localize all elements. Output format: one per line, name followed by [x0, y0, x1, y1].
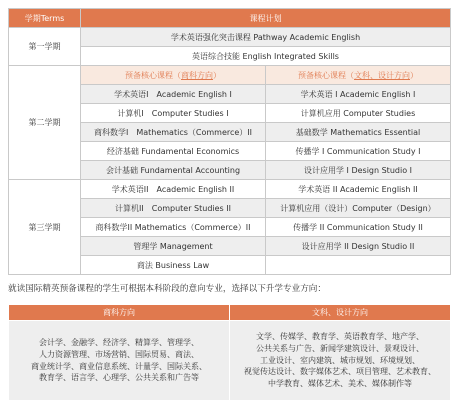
table-header-row	[9, 9, 451, 28]
majors-line: 视觉传达设计、数字媒体艺术、项目管理、艺术教育、	[244, 367, 436, 377]
directions-table	[8, 304, 451, 401]
subheader-prefix: 预备核心课程（	[125, 70, 181, 80]
course-cell: 计算机I Computer Studies I	[81, 104, 266, 123]
course-cell: 基础数学 Mathematics Essential	[266, 123, 451, 142]
majors-line: 公共关系与广告、新闻学建筑设计、景观设计、	[256, 343, 424, 353]
majors-line: 会计学、金融学、经济学、精算学、管理学、	[39, 337, 199, 347]
course-cell: 商科数学I Mathematics（Commerce）II	[81, 123, 266, 142]
course-cell: 学术英语 I Academic English I	[266, 85, 451, 104]
majors-line: 商业统计学、商业信息系统、计量学、国际关系、	[31, 361, 207, 371]
subheader-row	[9, 66, 451, 85]
business-majors-cell	[9, 321, 230, 401]
course-cell: 设计应用学 II Design Studio II	[266, 237, 451, 256]
course-plan-table	[8, 8, 451, 275]
terms-header: 学期Terms	[9, 9, 81, 28]
majors-line: 文学、传媒学、教育学、英语教育学、地产学、	[256, 332, 424, 341]
subheader-prefix: 预备核心课程（	[298, 70, 354, 80]
course-cell: 管理学 Management	[81, 237, 266, 256]
subheader-track: 商科方向	[181, 70, 213, 80]
course-cell: 计算机应用 Computer Studies	[266, 104, 451, 123]
course-cell: 传播学 I Communication Study I	[266, 142, 451, 161]
intro-sentence: 就读国际精英预备课程的学生可根据本科阶段的意向专业，选择以下升学专业方向：	[8, 284, 326, 294]
arts-majors-cell	[230, 321, 451, 401]
course-cell: 学术英语II Academic English II	[81, 180, 266, 199]
course-cell: 会计基础 Fundamental Accounting	[81, 161, 266, 180]
course-cell: 传播学 II Communication Study II	[266, 218, 451, 237]
directions-body-row	[9, 321, 451, 401]
majors-line: 工业设计、室内建筑、城市规划、环境规划、	[260, 355, 420, 365]
business-track-subheader	[81, 66, 266, 85]
term-label: 第二学期	[9, 66, 81, 180]
course-cell: 学术英语 II Academic English II	[266, 180, 451, 199]
course-cell: 经济基础 Fundamental Economics	[81, 142, 266, 161]
course-cell: 英语综合技能 English Integrated Skills	[81, 47, 451, 66]
subheader-suffix: ）	[410, 70, 418, 80]
table-row	[9, 180, 451, 199]
subheader-suffix: ）	[213, 70, 221, 80]
term-label: 第三学期	[9, 180, 81, 275]
term-label: 第一学期	[9, 28, 81, 66]
majors-line: 中学教育、媒体艺术、美术、媒体制作等	[268, 379, 412, 389]
course-cell: 设计应用学 I Design Studio I	[266, 161, 451, 180]
directions-header-row	[9, 305, 451, 321]
course-cell: 学术英语I Academic English I	[81, 85, 266, 104]
majors-line: 人力资源管理、市场营销、国际贸易、商法、	[39, 349, 199, 359]
arts-track-subheader	[266, 66, 451, 85]
arts-direction-title: 文科、设计方向	[230, 305, 451, 321]
course-cell: 商法 Business Law	[81, 256, 266, 275]
subheader-track: 文科、设计方向	[354, 70, 410, 80]
majors-line: 教育学、语言学、心理学、公共关系和广告等	[39, 373, 199, 383]
course-cell: 学术英语强化突击课程 Pathway Academic English	[81, 28, 451, 47]
plan-header: 课程计划	[81, 9, 451, 28]
course-cell: 计算机应用（设计）Computer（Design）	[266, 199, 451, 218]
course-cell	[266, 256, 451, 275]
course-cell: 商科数学II Mathematics（Commerce）II	[81, 218, 266, 237]
business-direction-title: 商科方向	[9, 305, 230, 321]
table-row	[9, 28, 451, 47]
course-cell: 计算机II Computer Studies II	[81, 199, 266, 218]
